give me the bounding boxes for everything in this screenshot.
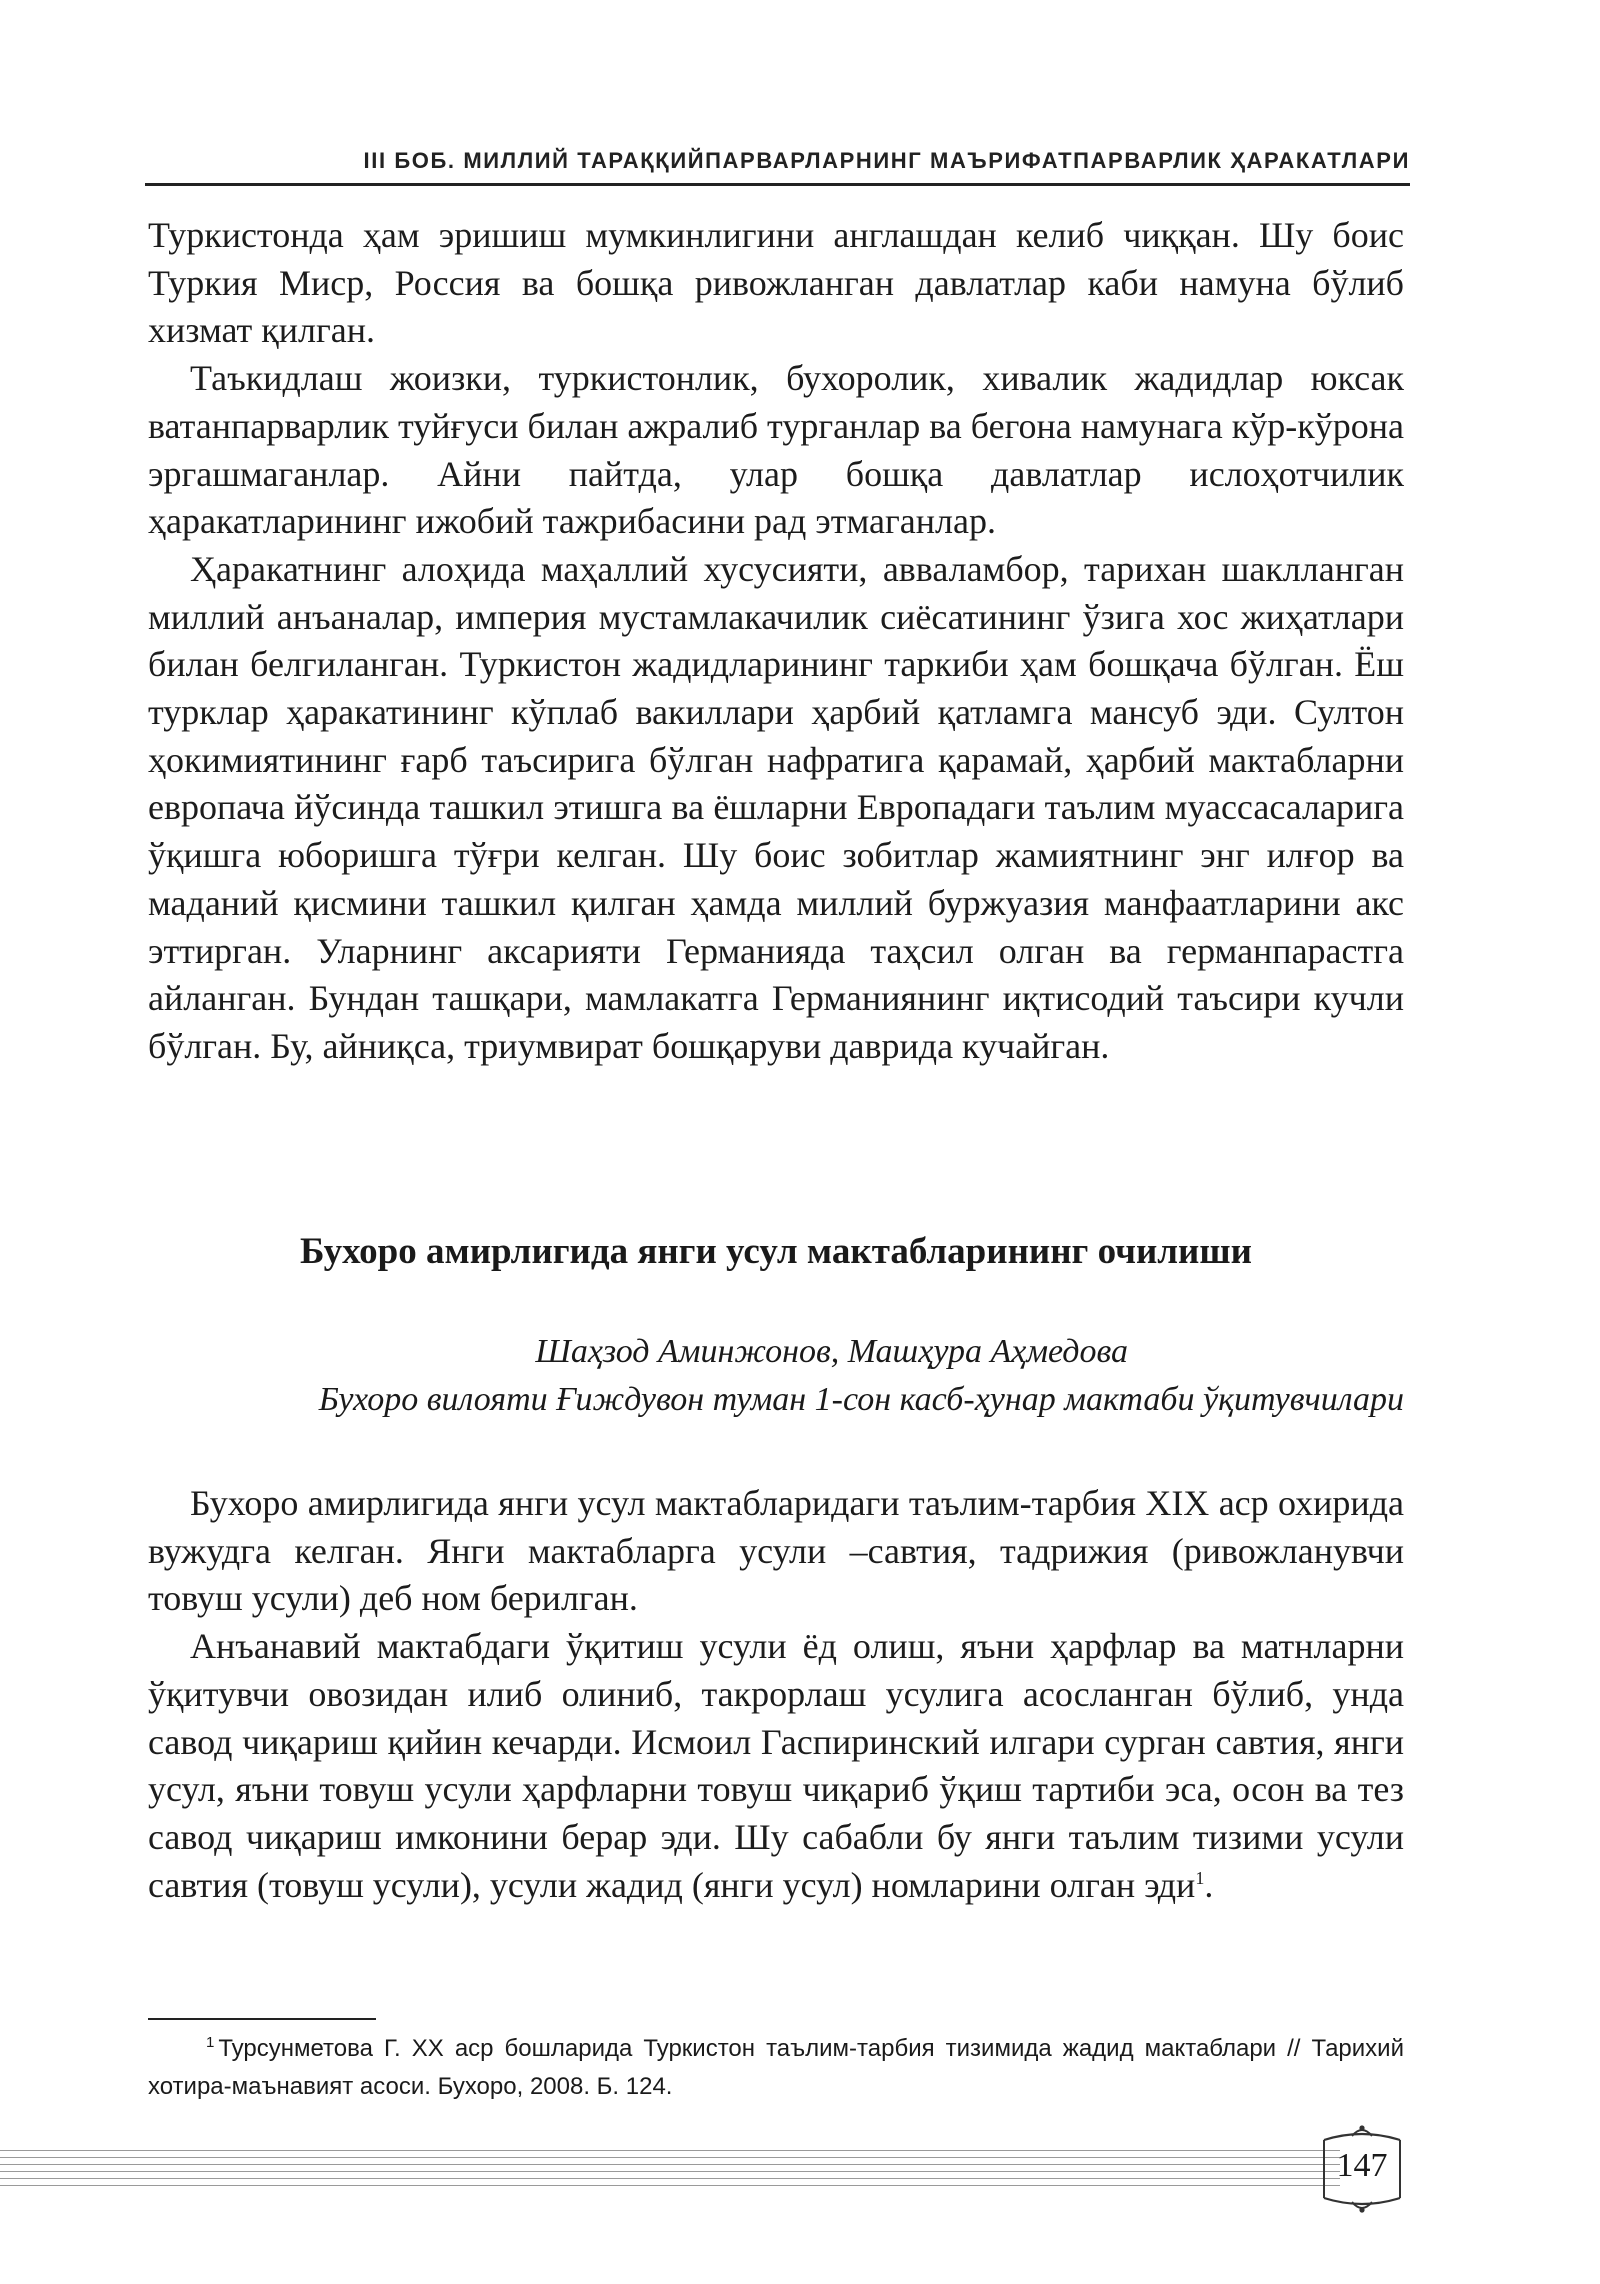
intro-paragraph-2: Таъкидлаш жоизки, туркистонлик, бухоролик, хивалик жадидлар юксак ватанпарварлик туйғуси билан ажралиб турганлар ва бегона намунага кўр-кўрона эргашмаганлар. Айни пайтда, улар бошқа давлатлар ислоҳотчилик ҳаракатларининг ижобий тажрибасини рад этмаганлар. xyxy=(148,358,1404,542)
article-paragraph-1: Бухоро амирлигида янги усул мактабларидаги таълим-тарбия XIX аср охирида вужудга келган. Янги мактабларга усули –савтия, тадрижия (ривожланувчи товуш усули) деб ном берилган. xyxy=(148,1483,1404,1619)
article-paragraph-2-text: Анъанавий мактабдаги ўқитиш усули ёд олиш, яъни ҳарфлар ва матнларни ўқитувчи овозидан илиб олиниб, такрорлаш усулига асосланган бўлиб, унда савод чиқариш қийин кечарди. Исмоил Гаспиринский илгари сурган савтия, янги усул, яъни товуш усули ҳарфларни товуш чиқариб ўқиш тартиби эса, осон ва тез савод чиқариш имконини берар эди. Шу сабабли бу янги таълим тизими усули савтия (товуш усули), усули жадид (янги усул) номларини олган эди xyxy=(148,1626,1404,1905)
header-rule xyxy=(145,183,1410,186)
article-title: Бухоро амирлигида янги усул мактабларининг очилиши xyxy=(300,1231,1252,1272)
article-paragraph-2: Анъанавий мактабдаги ўқитиш усули ёд олиш, яъни ҳарфлар ва матнларни ўқитувчи овозидан илиб олиниб, такрорлаш усулига асосланган бўлиб, унда савод чиқариш қийин кечарди. Исмоил Гаспиринский илгари сурган савтия, янги усул, яъни товуш усули ҳарфларни товуш чиқариб ўқиш тартиби эса, осон ва тез савод чиқариш имконини берар эди. Шу сабабли бу янги таълим тизими усули савтия (товуш усули), усули жадид (янги усул) номларини олган эди$^1$. xyxy=(148,1626,1404,1905)
footnote-mark: 1 xyxy=(206,2034,215,2051)
footnote-text: Турсунметова Г. ХХ аср бошларида Туркистон таълим-тарбия тизимида жадид мактаблари // Тарихий хотира-маънавият асоси. Бухоро, 2008. Б. 124. xyxy=(148,2035,1404,2100)
running-header: III БОБ. МИЛЛИЙ ТАРАҚҚИЙПАРВАРЛАРНИНГ МАЪРИФАТПАРВАРЛИК ҲАРАКАТЛАРИ xyxy=(363,148,1410,173)
footer-decorative-lines xyxy=(0,2150,1340,2190)
intro-paragraph-3: Ҳаракатнинг алоҳида маҳаллий хусусияти, авваламбор, тарихан шаклланган миллий анъаналар, империя мустамлакачилик сиёсатининг ўзига хос жиҳатлари билан белгиланган. Туркистон жадидларининг таркиби ҳам бошқача бўлган. Ёш турклар ҳаракатининг кўплаб вакиллари ҳарбий қатламга мансуб эди. Султон ҳокимиятининг ғарб таъсирига бўлган нафратига қарамай, ҳарбий мактабларни европача йўсинда ташкил этишга ва ёшларни Европадаги таълим муассасаларига ўқишга юборишга тўғри келган. Шу боис зобитлар жамиятнинг энг илғор ва маданий қисмини ташкил қилган ҳамда миллий буржуазия манфаатларини акс эттирган. Уларнинг аксарияти Германияда таҳсил олган ва германпарастга айланган. Бундан ташқари, мамлакатга Германиянинг иқтисодий таъсири кучли бўлган. Бу, айниқса, триумвират бошқаруви даврида кучайган. xyxy=(148,548,1404,1066)
article-affiliation: Бухоро вилояти Ғиждувон туман 1-сон касб-ҳунар мактаби ўқитувчилари xyxy=(318,1381,1404,1418)
article-text-block xyxy=(148,1480,1404,1909)
footnote xyxy=(148,2030,1404,2106)
footnote-reference[interactable]: 1 xyxy=(1195,1867,1205,1888)
article-byline xyxy=(148,1328,1404,1424)
intro-paragraph-1: Туркистонда ҳам эришиш мумкинлигини англашдан келиб чиққан. Шу боис Туркия Миср, Россия ва бошқа ривожланган давлатлар каби намуна бўлиб хизмат қилган. xyxy=(148,215,1404,351)
intro-text-block xyxy=(148,212,1404,1071)
page-number: 147 xyxy=(1336,2147,1388,2184)
article-authors: Шаҳзод Аминжонов, Машҳура Аҳмедова xyxy=(535,1333,1128,1370)
footnote-separator xyxy=(148,2018,376,2020)
